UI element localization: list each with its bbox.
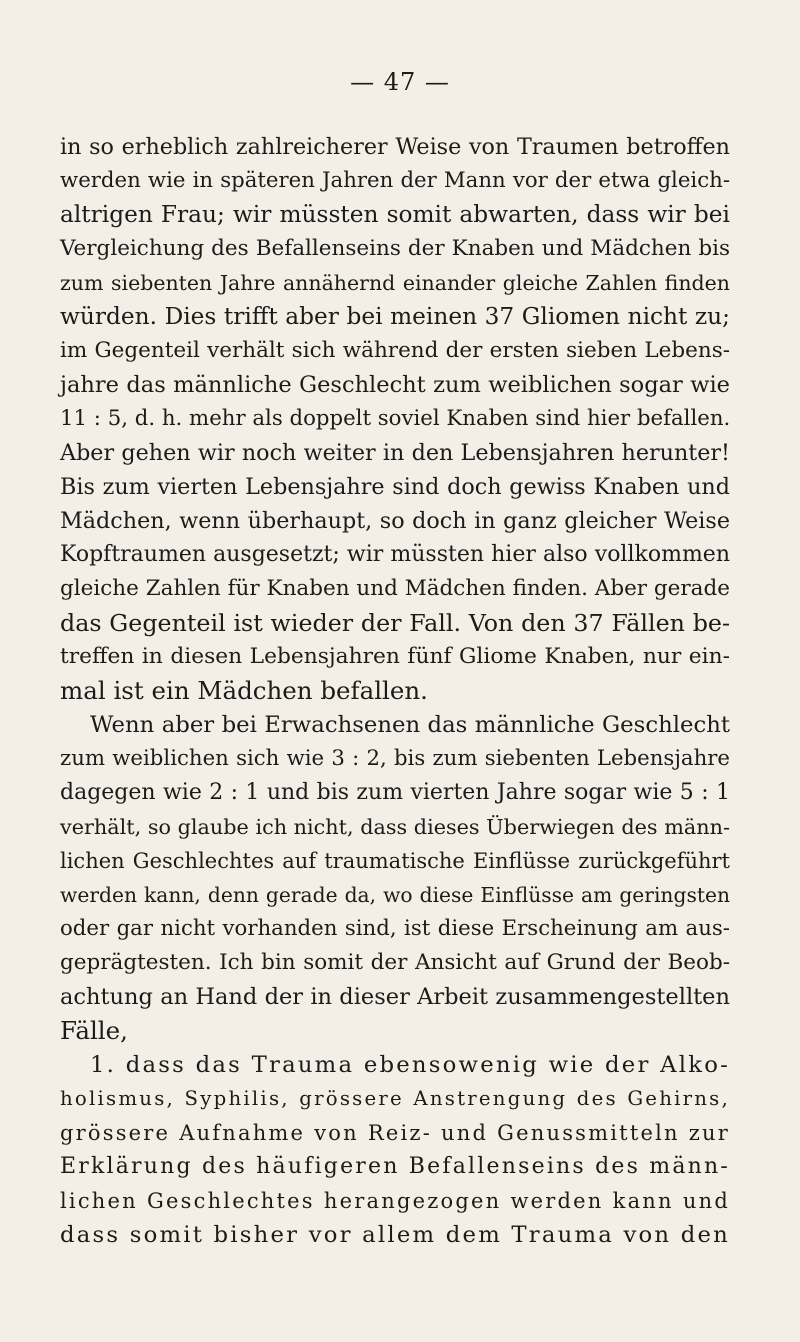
- text-line-spaced: dass somit bisher vor allem dem Trauma von den: [60, 1222, 730, 1248]
- text-line: Wenn aber bei Erwachsenen das männliche Geschlecht: [90, 712, 730, 738]
- text-line: verhält, so glaube ich nicht, dass dieses Überwiegen des männ-: [60, 815, 730, 839]
- text-line: werden wie in späteren Jahren der Mann vor der etwa gleich-: [60, 168, 730, 193]
- text-line: Kopftraumen ausgesetzt; wir müssten hier also vollkommen: [60, 542, 730, 567]
- text-line: lichen Geschlechtes auf traumatische Einflüsse zurückgeführt: [60, 849, 730, 873]
- text-line: Aber gehen wir noch weiter in den Lebensjahren herunter!: [60, 440, 730, 466]
- text-line-spaced: grössere Aufnahme von Reiz- und Genussmitteln zur: [60, 1121, 730, 1145]
- text-line: achtung an Hand der in dieser Arbeit zusammengestellten: [60, 984, 730, 1010]
- text-line: würden. Dies trifft aber bei meinen 37 Gliomen nicht zu;: [60, 303, 730, 330]
- text-line-spaced: 1. dass das Trauma ebensowenig wie der Alko-: [90, 1052, 730, 1078]
- text-line: zum siebenten Jahre annähernd einander gleiche Zahlen finden: [60, 271, 730, 295]
- text-line: 11 : 5, d. h. mehr als doppelt soviel Knaben sind hier befallen.: [60, 406, 731, 431]
- text-line: mal ist ein Mädchen befallen.: [60, 676, 428, 705]
- text-line: Bis zum vierten Lebensjahre sind doch gewiss Knaben und: [60, 474, 730, 500]
- text-line: im Gegenteil verhält sich während der ersten sieben Lebens-: [60, 338, 730, 363]
- text-line: altrigen Frau; wir müssten somit abwarten, dass wir bei: [60, 201, 730, 228]
- page-number: — 47 —: [350, 68, 450, 96]
- text-line: oder gar nicht vorhanden sind, ist diese Erscheinung am aus-: [60, 916, 730, 941]
- text-line-spaced: Erklärung des häufigeren Befallenseins des männ-: [60, 1154, 731, 1179]
- text-line: zum weiblichen sich wie 3 : 2, bis zum siebenten Lebensjahre: [60, 746, 730, 771]
- text-line: in so erheblich zahlreicherer Weise von Traumen betroffen: [60, 134, 730, 160]
- text-line: treffen in diesen Lebensjahren fünf Gliome Knaben, nur ein-: [60, 644, 730, 669]
- text-line: jahre das männliche Geschlecht zum weiblichen sogar wie: [60, 372, 730, 398]
- text-line: werden kann, denn gerade da, wo diese Einflüsse am geringsten: [60, 883, 730, 907]
- text-line: das Gegenteil ist wieder der Fall. Von den 37 Fällen be-: [60, 609, 730, 637]
- text-line-spaced: holismus, Syphilis, grössere Anstrengung des Gehirns,: [60, 1087, 730, 1110]
- text-line: dagegen wie 2 : 1 und bis zum vierten Jahre sogar wie 5 : 1: [60, 780, 730, 805]
- text-line: Mädchen, wenn überhaupt, so doch in ganz gleicher Weise: [60, 508, 730, 534]
- text-line-spaced: lichen Geschlechtes herangezogen werden kann und: [60, 1189, 730, 1213]
- text-line: Fälle,: [60, 1016, 128, 1045]
- text-line: Vergleichung des Befallenseins der Knaben und Mädchen bis: [60, 236, 730, 261]
- text-line: geprägtesten. Ich bin somit der Ansicht auf Grund der Beob-: [60, 950, 730, 975]
- text-line: gleiche Zahlen für Knaben und Mädchen finden. Aber gerade: [60, 576, 730, 601]
